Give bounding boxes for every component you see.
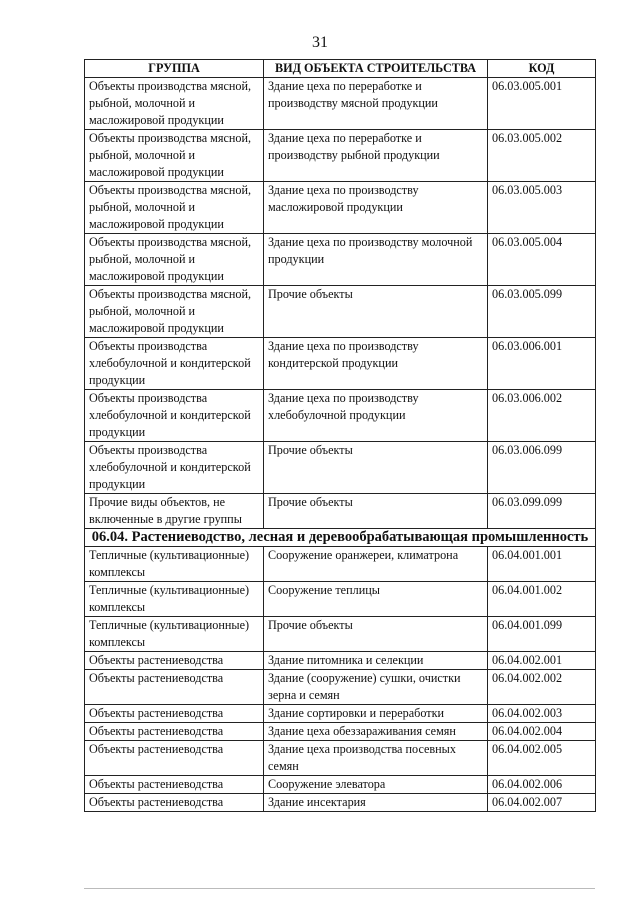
cell-group: Тепличные (культивационные) комплексы bbox=[85, 582, 264, 617]
cell-group: Объекты производства хлебобулочной и кондитерской продукции bbox=[85, 338, 264, 390]
table-row bbox=[85, 582, 596, 617]
cell-group: Объекты растениеводства bbox=[85, 652, 264, 670]
table-row bbox=[85, 794, 596, 812]
cell-group: Объекты растениеводства bbox=[85, 723, 264, 741]
cell-group: Объекты производства хлебобулочной и кондитерской продукции bbox=[85, 442, 264, 494]
cell-code: 06.04.002.007 bbox=[488, 794, 596, 812]
header-group: ГРУППА bbox=[85, 60, 264, 78]
cell-group: Объекты растениеводства bbox=[85, 741, 264, 776]
cell-code: 06.03.006.002 bbox=[488, 390, 596, 442]
construction-objects-table bbox=[84, 59, 596, 812]
cell-type: Прочие объекты bbox=[264, 286, 488, 338]
table-row bbox=[85, 182, 596, 234]
table-row bbox=[85, 617, 596, 652]
cell-group: Объекты производства мясной, рыбной, молочной и масложировой продукции bbox=[85, 286, 264, 338]
table-row bbox=[85, 494, 596, 529]
table-row bbox=[85, 723, 596, 741]
cell-type: Прочие объекты bbox=[264, 442, 488, 494]
cell-type: Здание цеха обеззараживания семян bbox=[264, 723, 488, 741]
cell-code: 06.03.006.099 bbox=[488, 442, 596, 494]
cell-type: Сооружение элеватора bbox=[264, 776, 488, 794]
page-bottom-rule bbox=[84, 888, 595, 889]
cell-group: Объекты производства мясной, рыбной, молочной и масложировой продукции bbox=[85, 130, 264, 182]
cell-type: Прочие объекты bbox=[264, 617, 488, 652]
cell-code: 06.03.005.099 bbox=[488, 286, 596, 338]
table-row bbox=[85, 670, 596, 705]
cell-group: Объекты растениеводства bbox=[85, 776, 264, 794]
cell-code: 06.04.002.006 bbox=[488, 776, 596, 794]
cell-group: Объекты производства мясной, рыбной, молочной и масложировой продукции bbox=[85, 78, 264, 130]
header-code: КОД bbox=[488, 60, 596, 78]
cell-code: 06.04.001.002 bbox=[488, 582, 596, 617]
cell-code: 06.04.001.099 bbox=[488, 617, 596, 652]
cell-type: Здание инсектария bbox=[264, 794, 488, 812]
cell-code: 06.03.005.003 bbox=[488, 182, 596, 234]
section-heading-row bbox=[85, 529, 596, 547]
cell-type: Здание сортировки и переработки bbox=[264, 705, 488, 723]
cell-type: Здание цеха по производству кондитерской продукции bbox=[264, 338, 488, 390]
table-row bbox=[85, 705, 596, 723]
cell-group: Объекты производства мясной, рыбной, молочной и масложировой продукции bbox=[85, 182, 264, 234]
cell-type: Здание цеха по переработке и производству мясной продукции bbox=[264, 78, 488, 130]
table-row bbox=[85, 286, 596, 338]
cell-group: Тепличные (культивационные) комплексы bbox=[85, 617, 264, 652]
cell-code: 06.04.002.003 bbox=[488, 705, 596, 723]
cell-group: Объекты растениеводства bbox=[85, 670, 264, 705]
cell-group: Объекты производства мясной, рыбной, молочной и масложировой продукции bbox=[85, 234, 264, 286]
cell-type: Сооружение теплицы bbox=[264, 582, 488, 617]
table-row bbox=[85, 130, 596, 182]
cell-type: Здание цеха по производству масложировой продукции bbox=[264, 182, 488, 234]
table-row bbox=[85, 78, 596, 130]
cell-code: 06.03.099.099 bbox=[488, 494, 596, 529]
table-header-row bbox=[85, 60, 596, 78]
cell-type: Здание цеха по переработке и производству рыбной продукции bbox=[264, 130, 488, 182]
page-number: 31 bbox=[312, 34, 328, 51]
cell-code: 06.03.006.001 bbox=[488, 338, 596, 390]
cell-code: 06.03.005.002 bbox=[488, 130, 596, 182]
table-row bbox=[85, 547, 596, 582]
table-row bbox=[85, 741, 596, 776]
cell-code: 06.04.001.001 bbox=[488, 547, 596, 582]
cell-type: Здание цеха по производству молочной продукции bbox=[264, 234, 488, 286]
cell-code: 06.04.002.001 bbox=[488, 652, 596, 670]
cell-code: 06.03.005.004 bbox=[488, 234, 596, 286]
cell-type: Здание цеха производства посевных семян bbox=[264, 741, 488, 776]
cell-code: 06.04.002.004 bbox=[488, 723, 596, 741]
table-row bbox=[85, 776, 596, 794]
cell-code: 06.03.005.001 bbox=[488, 78, 596, 130]
cell-group: Прочие виды объектов, не включенные в другие группы bbox=[85, 494, 264, 529]
section-title: 06.04. Растениеводство, лесная и деревообрабатывающая промышленность bbox=[85, 529, 596, 547]
cell-code: 06.04.002.005 bbox=[488, 741, 596, 776]
table-row bbox=[85, 390, 596, 442]
cell-type: Сооружение оранжереи, климатрона bbox=[264, 547, 488, 582]
cell-type: Здание (сооружение) сушки, очистки зерна и семян bbox=[264, 670, 488, 705]
table-row bbox=[85, 442, 596, 494]
table-row bbox=[85, 338, 596, 390]
cell-group: Тепличные (культивационные) комплексы bbox=[85, 547, 264, 582]
cell-type: Здание цеха по производству хлебобулочной продукции bbox=[264, 390, 488, 442]
header-type: ВИД ОБЪЕКТА СТРОИТЕЛЬСТВА bbox=[264, 60, 488, 78]
cell-code: 06.04.002.002 bbox=[488, 670, 596, 705]
table-row bbox=[85, 652, 596, 670]
cell-group: Объекты производства хлебобулочной и кондитерской продукции bbox=[85, 390, 264, 442]
cell-group: Объекты растениеводства bbox=[85, 705, 264, 723]
cell-type: Прочие объекты bbox=[264, 494, 488, 529]
cell-group: Объекты растениеводства bbox=[85, 794, 264, 812]
cell-type: Здание питомника и селекции bbox=[264, 652, 488, 670]
table-row bbox=[85, 234, 596, 286]
